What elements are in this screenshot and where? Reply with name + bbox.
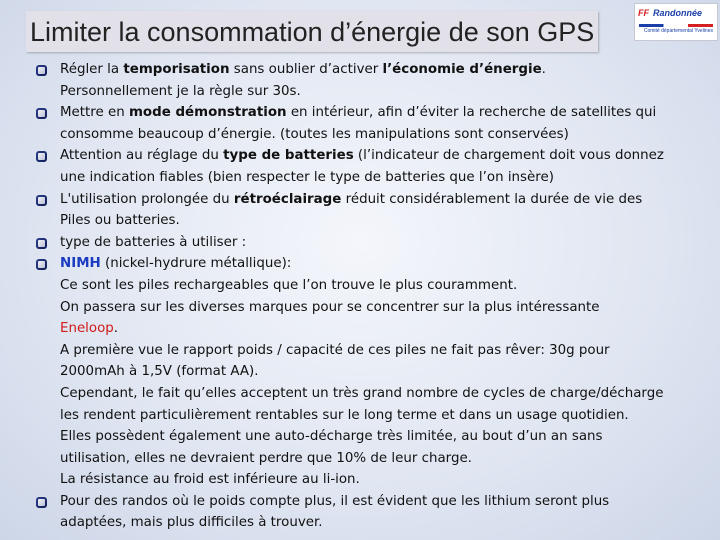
logo-tricolor-stripe bbox=[639, 24, 713, 27]
bullet-item bbox=[36, 102, 720, 124]
text-run: utilisation, elles ne devraient perdre que 10% de leur charge. bbox=[60, 450, 472, 466]
text-run: On passera sur les diverses marques pour se concentrer sur la plus intéressante bbox=[60, 299, 600, 315]
text-run: réduit considérablement la durée de vie des bbox=[341, 191, 643, 207]
text-run: La résistance au froid est inférieure au li-ion. bbox=[60, 472, 360, 488]
text-run: (l’indicateur de chargement doit vous donnez bbox=[353, 148, 664, 164]
bullet-item bbox=[36, 253, 720, 275]
bullet-continuation bbox=[36, 81, 720, 103]
bullet-continuation bbox=[36, 469, 720, 491]
bullet-item bbox=[36, 189, 720, 211]
square-bullet-icon bbox=[36, 195, 47, 206]
bullet-item bbox=[36, 59, 720, 81]
bullet-continuation bbox=[36, 405, 720, 427]
text-run: NIMH bbox=[60, 256, 101, 272]
logo-subtitle: Comité départemental Yvelines bbox=[643, 28, 713, 34]
text-run: Eneloop bbox=[60, 321, 114, 337]
text-run: Attention au réglage du bbox=[60, 148, 224, 164]
bullet-continuation bbox=[36, 167, 720, 189]
bullet-continuation bbox=[36, 361, 720, 383]
text-run: Régler la bbox=[60, 62, 124, 77]
bullet-continuation bbox=[36, 426, 720, 448]
bullet-continuation bbox=[36, 383, 720, 405]
text-run: Mettre en bbox=[60, 105, 129, 121]
bullet-continuation bbox=[36, 124, 720, 146]
square-bullet-icon bbox=[36, 259, 47, 270]
text-run: Elles possèdent également une auto-décharge très limitée, au bout d’un an sans bbox=[60, 429, 603, 445]
bullet-item bbox=[36, 232, 720, 254]
logo-wordmark: FF Randonnée bbox=[638, 8, 703, 18]
bullet-continuation bbox=[36, 340, 720, 362]
text-run: (nickel-hydrure métallique): bbox=[100, 256, 292, 272]
square-bullet-icon bbox=[36, 238, 47, 249]
square-bullet-icon bbox=[36, 151, 47, 162]
text-run: A première vue le rapport poids / capacité de ces piles ne fait pas rêver: 30g pour bbox=[60, 342, 610, 358]
text-run: Cependant, le fait qu’elles acceptent un très grand nombre de cycles de charge/décharge bbox=[60, 385, 664, 401]
text-run: l’économie d’énergie bbox=[382, 62, 542, 77]
text-run: en intérieur, afin d’éviter la recherche de satellites qui bbox=[286, 105, 657, 121]
bullet-continuation bbox=[36, 448, 720, 470]
text-run: L'utilisation prolongée du bbox=[60, 191, 234, 207]
text-run: Personnellement je la règle sur 30s. bbox=[60, 83, 301, 99]
text-run: 2000mAh à 1,5V (format AA). bbox=[60, 364, 259, 380]
text-run: Pour des randos où le poids compte plus, il est évident que les lithium seront plus bbox=[60, 493, 610, 509]
text-run: rétroéclairage bbox=[233, 191, 342, 207]
bullet-continuation bbox=[36, 297, 720, 319]
text-run: adaptées, mais plus difficiles à trouver. bbox=[60, 515, 323, 531]
bullet-list bbox=[36, 59, 720, 534]
bullet-continuation bbox=[36, 275, 720, 297]
square-bullet-icon bbox=[36, 497, 47, 508]
bullet-continuation bbox=[36, 512, 720, 534]
square-bullet-icon bbox=[36, 65, 47, 76]
text-run: consomme beaucoup d’énergie. (toutes les manipulations sont conservées) bbox=[60, 126, 569, 142]
text-run: type de batteries à utiliser : bbox=[60, 234, 247, 250]
square-bullet-icon bbox=[36, 108, 47, 119]
text-run: temporisation bbox=[123, 62, 230, 77]
ffrandonnee-logo bbox=[634, 3, 718, 41]
text-run: mode démonstration bbox=[128, 105, 287, 121]
text-run: type de batteries bbox=[223, 148, 354, 164]
text-run: les rendent particulièrement rentables sur le long terme et dans un usage quotidien. bbox=[60, 407, 629, 423]
bullet-item bbox=[36, 491, 720, 513]
bullet-continuation bbox=[36, 318, 720, 340]
text-run: une indication fiables (bien respecter le type de batteries que l’on insère) bbox=[60, 169, 554, 185]
slide-title: Limiter la consommation d’énergie de son GPS bbox=[30, 17, 595, 47]
text-run: Piles ou batteries. bbox=[60, 213, 180, 229]
bullet-item bbox=[36, 145, 720, 167]
text-run: . bbox=[541, 62, 546, 77]
text-run: Ce sont les piles rechargeables que l’on trouve le plus couramment. bbox=[60, 277, 518, 293]
text-run: sans oublier d’activer bbox=[229, 62, 383, 77]
bullet-continuation bbox=[36, 210, 720, 232]
text-run: . bbox=[113, 321, 119, 337]
